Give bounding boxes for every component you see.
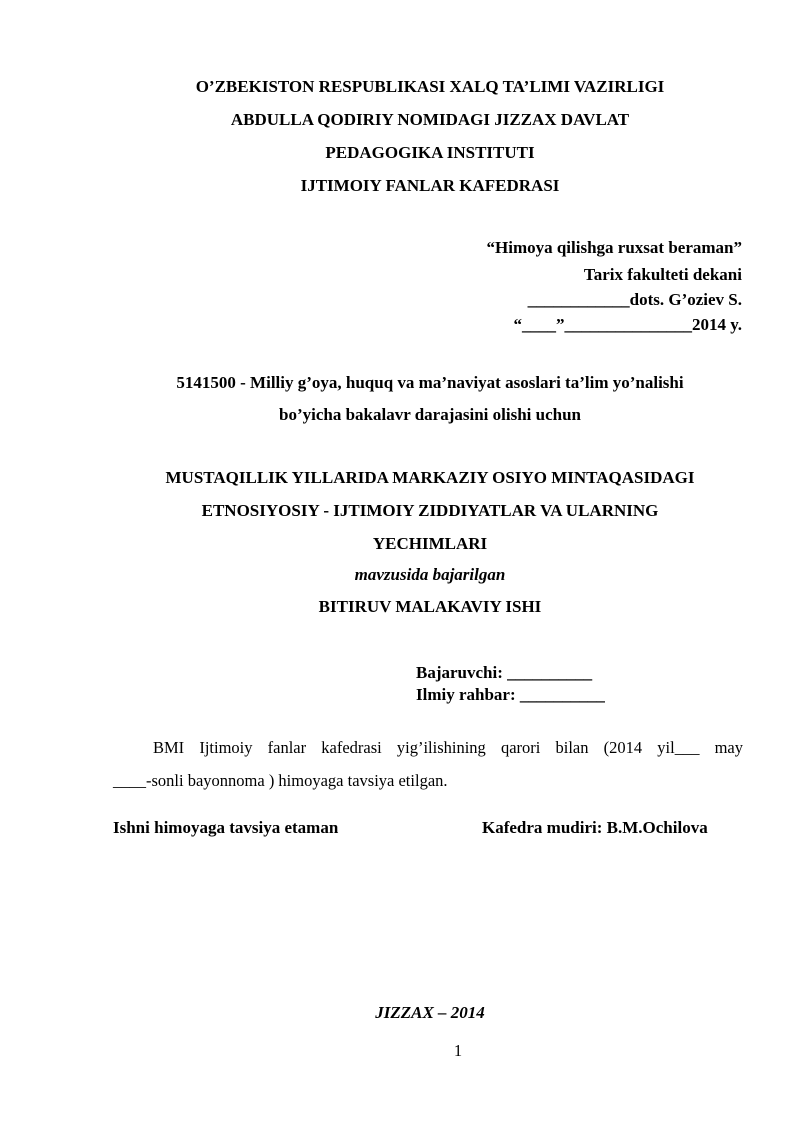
recommendation-line2: ____-sonli bayonnoma ) himoyaga tavsiya etilgan. (113, 771, 448, 790)
performer-field: Bajaruvchi: __________ (416, 663, 593, 682)
thesis-title-line2: ETNOSIYOSIY - IJTIMOIY ZIDDIYATLAR VA ULARNING (201, 501, 659, 520)
approval-heading: “Himoya qilishga ruxsat beraman” (486, 238, 742, 257)
institute-name-line2: PEDAGOGIKA INSTITUTI (325, 143, 535, 162)
institute-name-line1: ABDULLA QODIRIY NOMIDAGI JIZZAX DAVLAT (230, 110, 630, 129)
work-type: BITIRUV MALAKAVIY ISHI (318, 597, 542, 616)
program-line2: bo’yicha bakalavr darajasini olishi uchun (279, 405, 581, 424)
thesis-subtitle: mavzusida bajarilgan (354, 565, 506, 584)
recommendation-line1: BMI Ijtimoiy fanlar kafedrasi yig’ilishining qarori bilan (2014 yil___ may (153, 738, 743, 757)
supervisor-field: Ilmiy rahbar: __________ (416, 685, 605, 704)
ministry-name: O’ZBEKISTON RESPUBLIKASI XALQ TA’LIMI VAZIRLIGI (195, 77, 665, 96)
approval-date: “____”_______________2014 y. (513, 315, 742, 334)
thesis-title-line1: MUSTAQILLIK YILLARIDA MARKAZIY OSIYO MINTAQASIDAGI (165, 468, 695, 487)
place-year: JIZZAX – 2014 (375, 1003, 485, 1022)
thesis-title-line3: YECHIMLARI (372, 534, 488, 553)
program-line1: 5141500 - Milliy g’oya, huquq va ma’naviyat asoslari ta’lim yo’nalishi (176, 373, 684, 392)
recommend-signature-label: Ishni himoyaga tavsiya etaman (113, 818, 339, 837)
approval-dean-signature: ____________dots. G’oziev S. (527, 290, 742, 309)
department-name: IJTIMOIY FANLAR KAFEDRASI (300, 176, 560, 195)
approval-dean-title: Tarix fakulteti dekani (583, 265, 742, 284)
page-number: 1 (453, 1041, 463, 1060)
department-head-signature: Kafedra mudiri: B.M.Ochilova (482, 818, 708, 837)
